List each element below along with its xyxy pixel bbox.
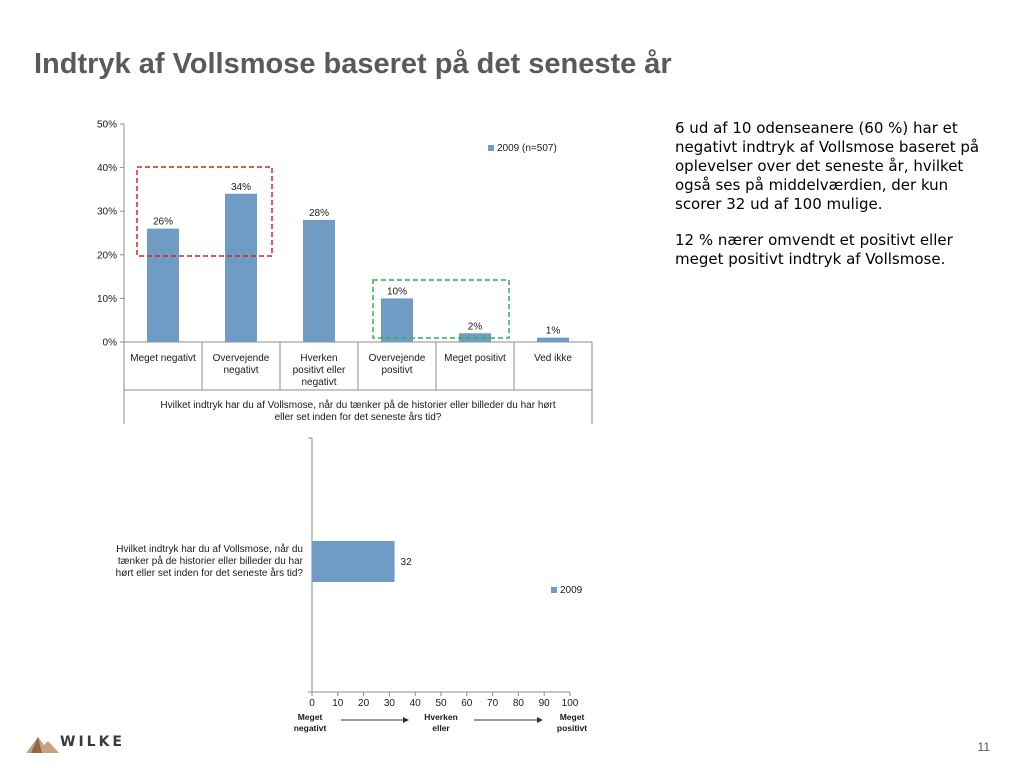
- category-label: Meget negativt: [130, 353, 196, 364]
- data-label: 1%: [545, 325, 561, 337]
- data-label: 34%: [230, 181, 252, 193]
- category-label: Hverken: [300, 353, 338, 364]
- x-tick-label: 40: [409, 698, 421, 709]
- x-tick-label: 90: [538, 698, 550, 709]
- y-tick-label: 0%: [102, 337, 117, 349]
- wilke-logo: [26, 733, 146, 755]
- category-label: negativt: [301, 377, 337, 388]
- category-label: tænker på de historier eller billeder du har: [117, 556, 303, 567]
- scale-label: negativt: [293, 723, 327, 733]
- category-label: positivt: [381, 365, 413, 376]
- x-tick-label: 30: [383, 698, 395, 709]
- category-label: Overvejende: [212, 353, 270, 364]
- data-label: 10%: [386, 286, 408, 298]
- legend-label: 2009 (n=507): [497, 143, 557, 154]
- y-tick-label: 50%: [96, 119, 117, 131]
- legend-label: 2009: [560, 585, 583, 596]
- y-tick-label: 20%: [96, 250, 117, 262]
- mountain-logo-icon: [26, 733, 60, 755]
- x-tick-label: 80: [512, 698, 524, 709]
- y-tick-label: 40%: [96, 163, 117, 175]
- data-label: 32: [400, 557, 412, 568]
- x-tick-label: 0: [309, 698, 315, 709]
- x-axis-title: eller set inden for det seneste års tid?: [274, 412, 442, 423]
- scale-label: eller: [432, 723, 450, 733]
- x-tick-label: 70: [487, 698, 499, 709]
- summary-paragraph-2: 12 % nærer omvendt et positivt eller meget positivt indtryk af Vollsmose.: [675, 231, 953, 268]
- x-axis-title: Hvilket indtryk har du af Vollsmose, når du tænker på de historier eller billeder du har hørt: [160, 400, 556, 411]
- data-label: 2%: [467, 321, 483, 333]
- x-tick-label: 10: [332, 698, 344, 709]
- data-label: 28%: [308, 207, 330, 219]
- category-label: Overvejende: [368, 353, 426, 364]
- legend-swatch: [551, 587, 557, 593]
- category-label: Ved ikke: [534, 353, 572, 364]
- summary-paragraph-1: 6 ud af 10 odenseanere (60 %) har et negativt indtryk af Vollsmose baseret på oplevelser over det seneste år, hvilket også ses på middelværdien, der kun scorer 32 ud af 100 mulige.: [675, 119, 980, 213]
- scale-label: Meget: [559, 712, 585, 722]
- scale-label: positivt: [556, 723, 588, 733]
- bar: [312, 541, 395, 582]
- x-tick-label: 20: [358, 698, 370, 709]
- scale-label: Meget: [297, 712, 323, 722]
- y-tick-label: 30%: [96, 206, 117, 218]
- logo-wordmark: WILKE: [60, 734, 125, 750]
- category-label: hørt eller set inden for det seneste års tid?: [115, 568, 303, 579]
- scale-label: Hverken: [424, 712, 458, 722]
- category-label: positivt eller: [292, 365, 346, 376]
- data-label: 26%: [152, 216, 174, 228]
- category-label: negativt: [223, 365, 259, 376]
- page-number: 11: [977, 740, 990, 754]
- slide-title: Indtryk af Vollsmose baseret på det seneste år: [34, 48, 672, 80]
- category-label: Hvilket indtryk har du af Vollsmose, når du: [116, 544, 303, 555]
- x-tick-label: 60: [461, 698, 473, 709]
- y-tick-label: 10%: [96, 293, 117, 305]
- category-label: Meget positivt: [444, 353, 506, 364]
- x-tick-label: 50: [435, 698, 447, 709]
- x-tick-label: 100: [561, 698, 579, 709]
